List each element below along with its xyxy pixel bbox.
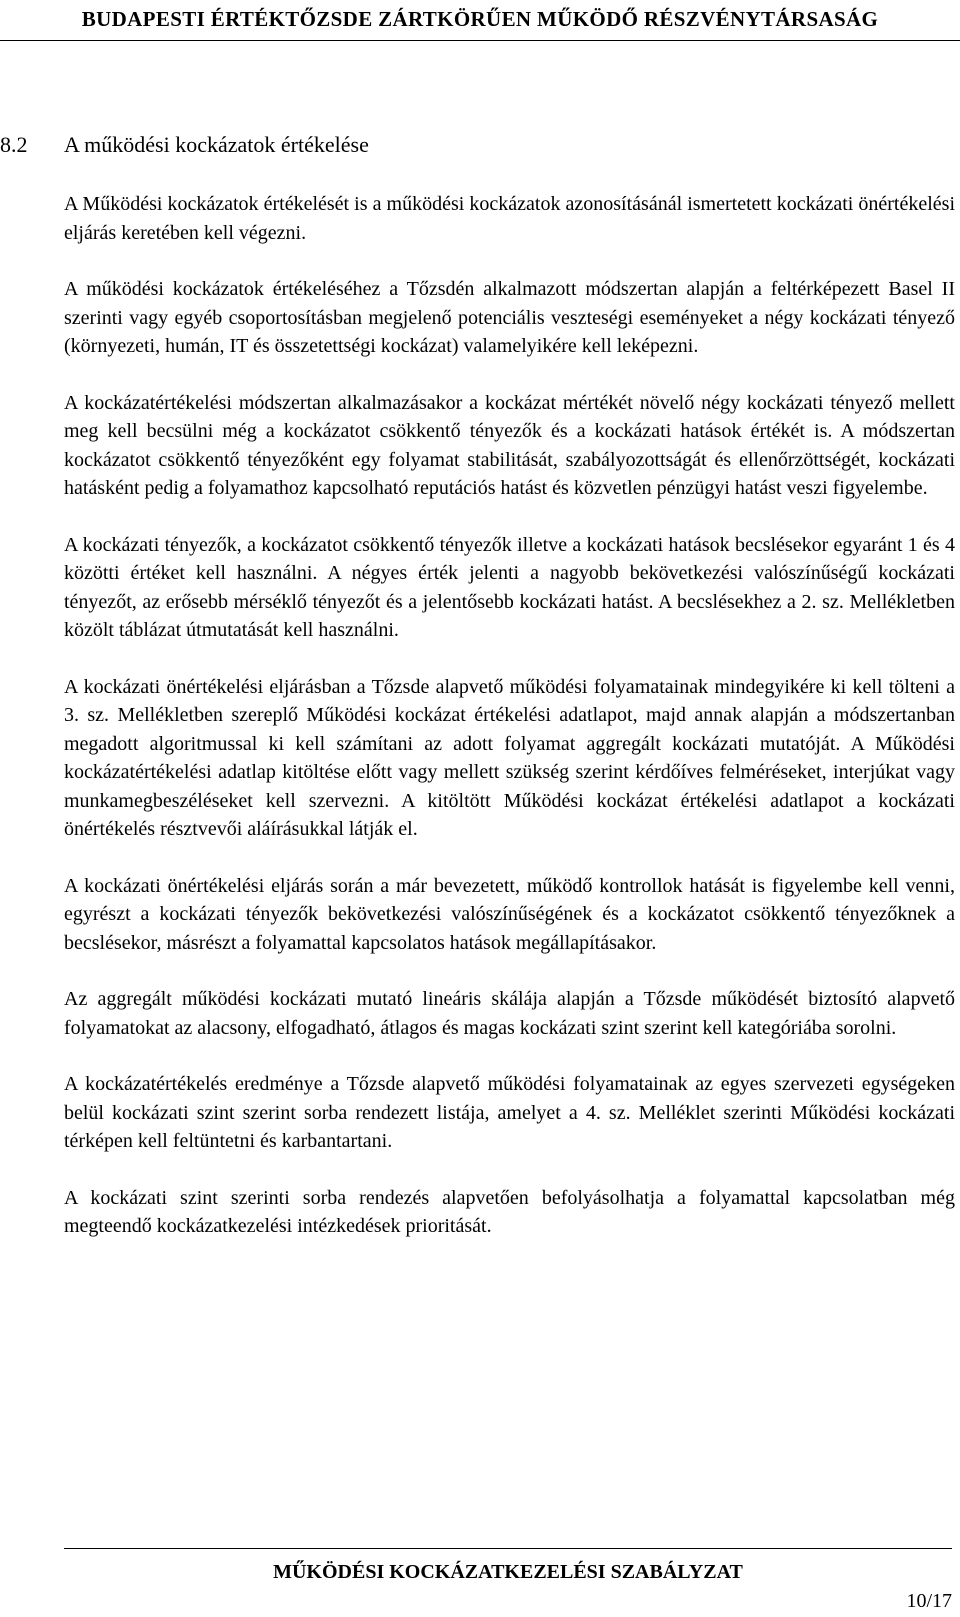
footer-divider <box>64 1548 952 1549</box>
section-title: A működési kockázatok értékelése <box>64 132 369 157</box>
paragraph: A kockázati szint szerinti sorba rendezés alapvetően befolyásolhatja a folyamattal kapcsolatban még megteendő kockázatkezelési intézkedések prioritását. <box>64 1186 955 1237</box>
section-heading <box>0 130 369 160</box>
paragraph: Az aggregált működési kockázati mutató lineáris skálája alapján a Tőzsde működését biztosító alapvető folyamatokat az alacsony, elfogadható, átlagos és magas kockázati szint szerint kell kategóriába sorolni. <box>64 988 955 1039</box>
footer-title: MŰKÖDÉSI KOCKÁZATKEZELÉSI SZABÁLYZAT <box>273 1561 743 1583</box>
document-header: BUDAPESTI ÉRTÉKTŐZSDE ZÁRTKÖRŰEN MŰKÖDŐ RÉSZVÉNYTÁRSASÁG <box>81 7 879 31</box>
paragraph: A Működési kockázatok értékelését is a működési kockázatok azonosításánál ismertetett kockázati önértékelési eljárás keretében kell végezni. <box>64 193 955 244</box>
paragraph: A kockázati tényezők, a kockázatot csökkentő tényezők illetve a kockázati hatások becslésekor egyaránt 1 és 4 közötti értéket kell használni. A négyes érték jelenti a nagyobb bekövetkezési valószínűségű kockázati tényezőt, az erősebb mérséklő tényezőt és a jelentősebb kockázati hatást. A becslésekhez a 2. sz. Mellékletben közölt táblázat útmutatását kell használni. <box>64 533 955 641</box>
page-number: 10/17 <box>906 1590 952 1612</box>
paragraph: A kockázatértékelés eredménye a Tőzsde alapvető működési folyamatainak az egyes szervezeti egységeken belül kockázati szint szerint sorba rendezett listája, amelyet a 4. sz. Melléklet szerinti Működési kockázati térképen kell feltüntetni és karbantartani. <box>64 1073 955 1152</box>
paragraph: A kockázatértékelési módszertan alkalmazásakor a kockázat mértékét növelő négy kockázati tényező mellett meg kell becsülni még a kockázatot csökkentő tényezők és a kockázati hatások értékét is. A módszertan kockázatot csökkentő tényezőként egy folyamat stabilitását, szabályozottságát és ellenőrzöttségét, kockázati hatásként pedig a folyamathoz kapcsolható reputációs hatást és közvetlen pénzügyi hatást veszi figyelembe. <box>64 391 955 499</box>
paragraph: A kockázati önértékelési eljárás során a már bevezetett, működő kontrollok hatását is figyelembe kell venni, egyrészt a kockázati tényezők bekövetkezési valószínűségének és a kockázatot csökkentő tényezőknek a becslésekor, másrészt a folyamattal kapcsolatos hatások megállapításakor. <box>64 874 955 954</box>
document-body <box>64 190 955 1269</box>
header-divider <box>0 40 960 41</box>
section-number: 8.2 <box>0 132 28 157</box>
paragraph: A működési kockázatok értékeléséhez a Tőzsdén alkalmazott módszertan alapján a feltérképezett Basel II szerinti vagy egyéb csoportosításban megjelenő potenciális veszteségi eseményeket a négy kockázati tényező (környezeti, humán, IT és összetettségi kockázat) valamelyikére kell leképezni. <box>64 278 955 357</box>
paragraph: A kockázati önértékelési eljárásban a Tőzsde alapvető működési folyamatainak mindegyikére ki kell tölteni a 3. sz. Mellékletben szereplő Működési kockázat értékelési adatlapot, majd annak alapján a módszertanban megadott algoritmussal ki kell számítani az adott folyamat aggregált kockázati mutatóját. A Működési kockázatértékelési adatlap kitöltése előtt vagy mellett szükség szerint kérdőíves felméréseket, interjúkat vagy munkamegbeszéléseket kell szervezni. A kitöltött Működési kockázat értékelési adatlapot a kockázati önértékelés résztvevői aláírásukkal látják el. <box>64 675 955 840</box>
